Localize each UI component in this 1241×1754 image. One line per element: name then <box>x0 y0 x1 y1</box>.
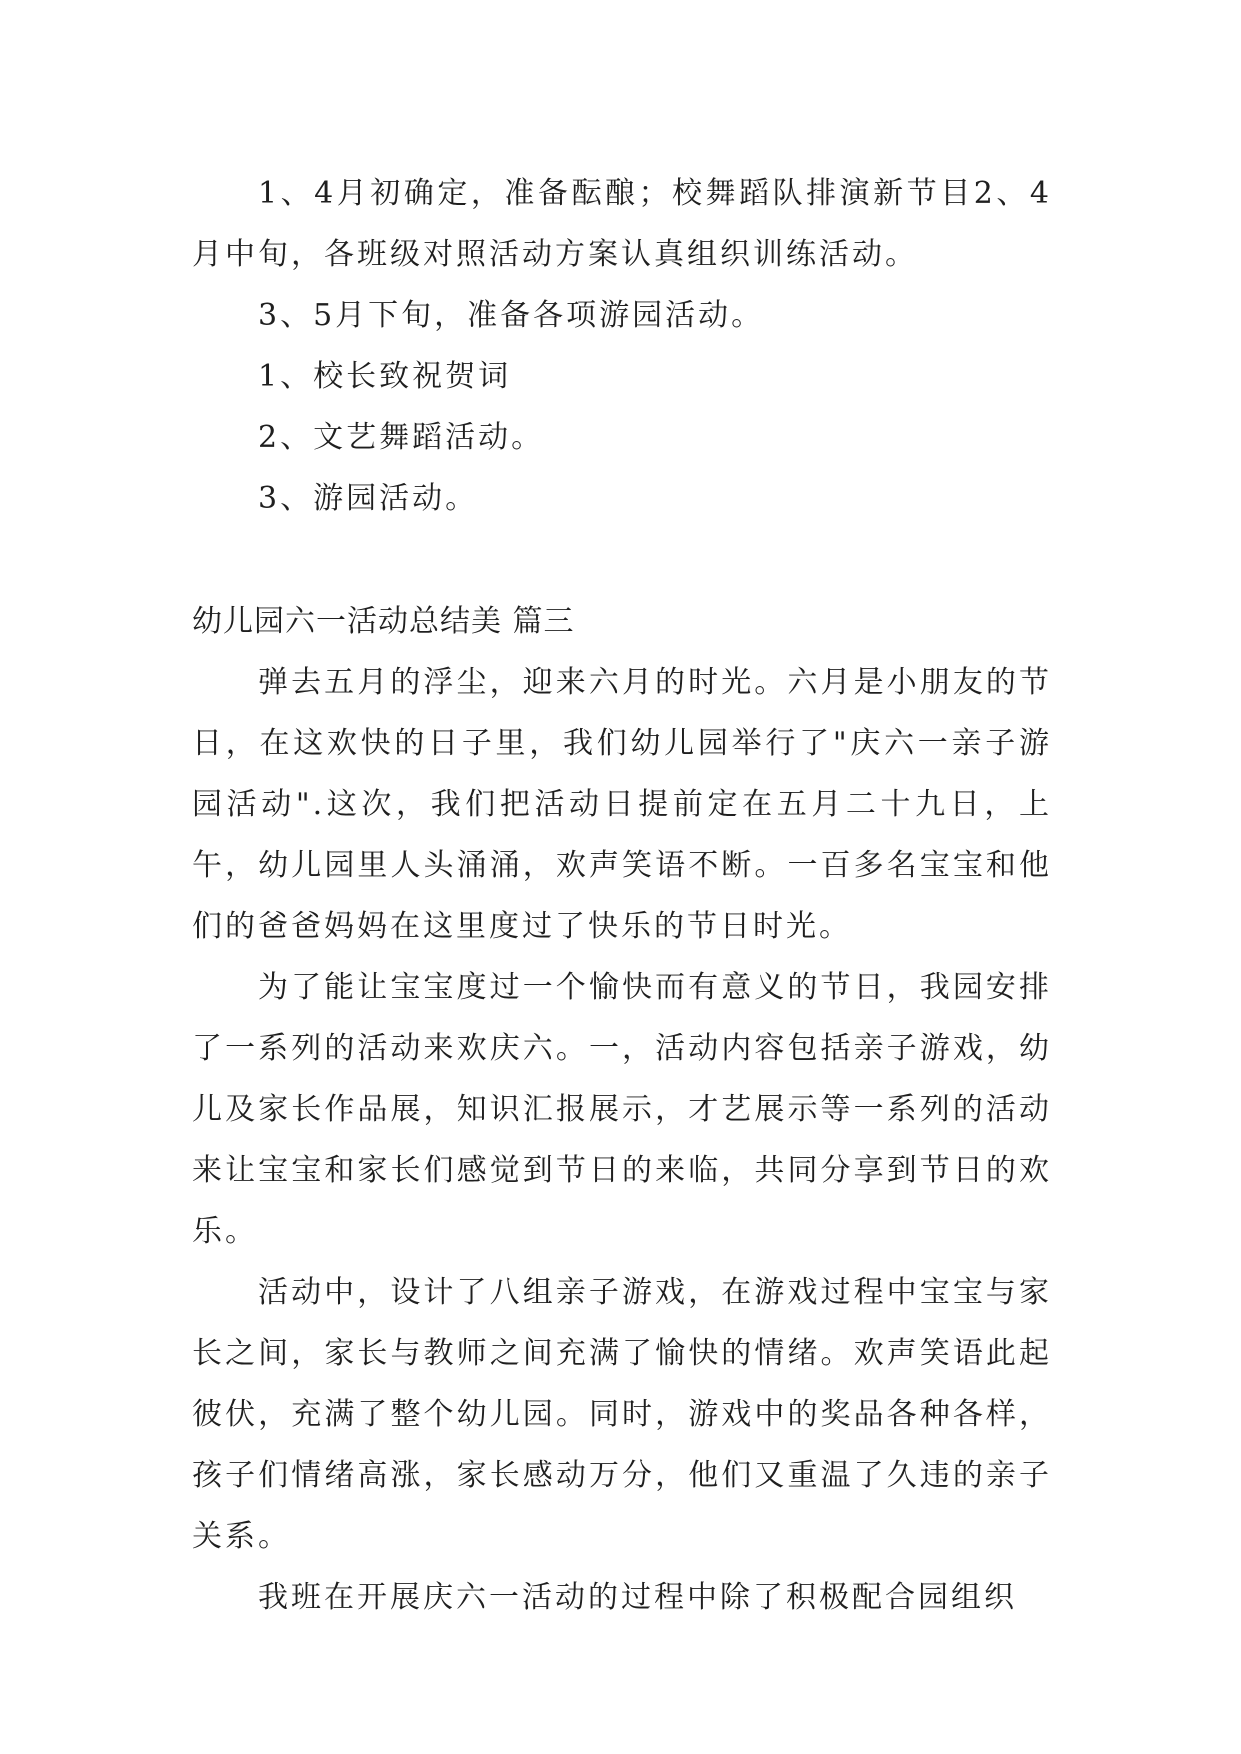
paragraph-program-2: 2、文艺舞蹈活动。 <box>258 420 545 455</box>
paragraph-schedule-1: 1、4月初确定，准备酝酿；校舞蹈队排演新节目2、4月中旬，各班级对照活动方案认真组织训练活动。 <box>192 176 1052 272</box>
paragraph-program-1: 1、校长致祝贺词 <box>258 359 512 394</box>
paragraph-intro: 弹去五月的浮尘，迎来六月的时光。六月是小朋友的节日，在这欢快的日子里，我们幼儿园举行了"庆六一亲子游园活动".这次，我们把活动日提前定在五月二十九日，上午，幼儿园里人头涌涌，欢声笑语不断。一百多名宝宝和他们的爸爸妈妈在这里度过了快乐的节日时光。 <box>192 665 1052 944</box>
paragraph-games: 活动中，设计了八组亲子游戏，在游戏过程中宝宝与家长之间，家长与教师之间充满了愉快的情绪。欢声笑语此起彼伏，充满了整个幼儿园。同时，游戏中的奖品各种各样，孩子们情绪高涨，家长感动万分，他们又重温了久违的亲子关系。 <box>192 1275 1052 1554</box>
paragraph-program-3: 3、游园活动。 <box>258 481 479 516</box>
paragraph-activities: 为了能让宝宝度过一个愉快而有意义的节日，我园安排了一系列的活动来欢庆六。一，活动内容包括亲子游戏，幼儿及家长作品展，知识汇报展示，才艺展示等一系列的活动来让宝宝和家长们感觉到节日的来临，共同分享到节日的欢乐。 <box>192 970 1052 1249</box>
document-body <box>192 163 1052 1628</box>
paragraph-schedule-2: 3、5月下旬，准备各项游园活动。 <box>258 298 765 333</box>
section-title: 幼儿园六一活动总结美 篇三 <box>192 604 575 639</box>
paragraph-class: 我班在开展庆六一活动的过程中除了积极配合园组织 <box>258 1580 1017 1615</box>
